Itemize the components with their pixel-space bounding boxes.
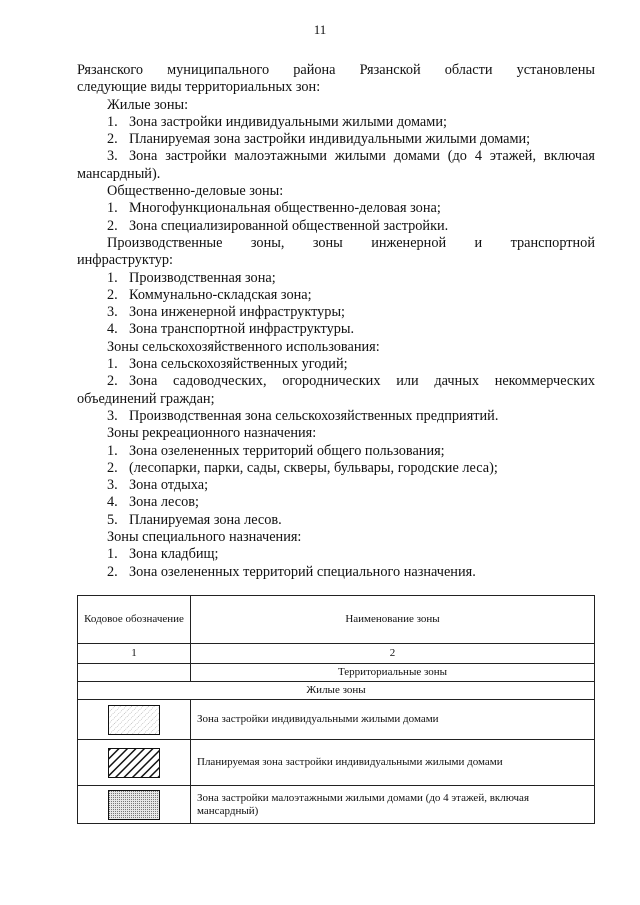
list-item [77, 356, 595, 373]
item-text: Коммунально-складская зона; [129, 286, 312, 303]
list-item [77, 131, 595, 148]
word: зоны [312, 234, 343, 251]
list-item [77, 218, 595, 235]
item-text: Производственная зона; [129, 269, 276, 286]
list-item [77, 373, 595, 390]
list-item [77, 546, 595, 563]
item-number: 1. [107, 442, 118, 459]
group-title: Зоны сельскохозяйственного использования: [107, 338, 380, 355]
item-number: 2. [107, 459, 118, 476]
word: инженерной [371, 234, 447, 251]
item-text: Зона озелененных территорий специального назначения. [129, 563, 476, 580]
item-text: Зона сельскохозяйственных угодий; [129, 356, 348, 373]
light-hatch-swatch [108, 705, 160, 735]
intro-line-1 [77, 62, 595, 79]
item-text: Зона кладбищ; [129, 546, 219, 563]
item-number: 1. [107, 356, 118, 373]
item-number: 1. [107, 200, 118, 217]
item-number: 4. [107, 494, 118, 511]
bold-hatch-swatch [108, 748, 160, 778]
group-title: Жилые зоны: [107, 96, 189, 113]
col-num-1: 1 [78, 644, 191, 664]
word: зоны, [250, 234, 285, 251]
word: муниципального [167, 62, 270, 78]
word: установлены [516, 62, 595, 78]
item-number: 3. [107, 407, 118, 424]
group-title [77, 235, 595, 252]
dot-fill-swatch [108, 790, 160, 820]
list-item [77, 408, 595, 425]
word: и [474, 234, 483, 251]
item-text: Производственная зона сельскохозяйственных предприятий. [129, 407, 499, 424]
header-code: Кодовое обозначение [78, 596, 191, 644]
zone-name: Планируемая зона застройки индивидуальными жилыми домами [191, 740, 595, 786]
table-row [78, 700, 595, 740]
item-text: Зона лесов; [129, 494, 199, 511]
list-item [77, 114, 595, 131]
body-text [77, 62, 595, 581]
group-title: Общественно-деловые зоны: [107, 183, 284, 200]
list-item [77, 304, 595, 321]
item-text: Планируемая зона застройки индивидуальными жилыми домами; [129, 131, 531, 148]
subsection-row [78, 682, 595, 700]
table-row [78, 740, 595, 786]
item-number: 2. [107, 131, 118, 148]
item-text: Многофункциональная общественно-деловая зона; [129, 200, 441, 217]
zones-legend-table [77, 595, 595, 824]
group-title: Зоны специального назначения: [107, 529, 302, 546]
legend-cell [78, 700, 191, 740]
column-number-row [78, 644, 595, 664]
intro-line-2: следующие виды территориальных зон: [77, 79, 321, 96]
item-text: Зона отдыха; [129, 477, 209, 494]
item-text: Зона застройки индивидуальными жилыми домами; [129, 113, 447, 130]
item-number: 5. [107, 511, 118, 528]
item-text: Зона садоводческих, огороднических или дачных некоммерческих [129, 373, 595, 390]
subsection-title: Жилые зоны [78, 682, 595, 700]
table-header-row [78, 596, 595, 644]
word: района [293, 62, 336, 78]
word: Производственные [107, 234, 223, 251]
list-item [77, 564, 595, 581]
list-item [77, 494, 595, 511]
item-continuation: мансардный). [77, 165, 161, 182]
list-item [77, 200, 595, 217]
item-number: 1. [107, 546, 118, 563]
item-text: Планируемая зона лесов. [129, 511, 282, 528]
group-title-continuation: инфраструктур: [77, 252, 174, 269]
item-continuation: объединений граждан; [77, 390, 215, 407]
list-item [77, 477, 595, 494]
section-empty-cell [78, 664, 191, 682]
item-number: 3. [107, 304, 118, 321]
item-text: Зона специализированной общественной застройки. [129, 217, 449, 234]
list-item [77, 321, 595, 338]
word: Рязанской [359, 62, 421, 78]
legend-cell [78, 786, 191, 824]
item-number: 1. [107, 113, 118, 130]
item-text: Зона инженерной инфраструктуры; [129, 304, 346, 321]
table-row [78, 786, 595, 824]
list-item [77, 443, 595, 460]
item-number: 2. [107, 286, 118, 303]
col-num-2: 2 [191, 644, 595, 664]
list-item [77, 512, 595, 529]
word: области [444, 62, 493, 78]
list-item [77, 287, 595, 304]
list-item [77, 148, 595, 165]
word: транспортной [510, 234, 595, 251]
item-text: Зона озелененных территорий общего пользования; [129, 442, 445, 459]
section-title: Территориальные зоны [191, 664, 595, 682]
item-number: 4. [107, 321, 118, 338]
item-number: 2. [107, 217, 118, 234]
group-title: Зоны рекреационного назначения: [107, 425, 317, 442]
zone-name: Зона застройки индивидуальными жилыми домами [191, 700, 595, 740]
item-text: Зона транспортной инфраструктуры. [129, 321, 355, 338]
zone-name: Зона застройки малоэтажными жилыми домами (до 4 этажей, включая мансардный) [191, 786, 595, 824]
word: Рязанского [77, 62, 143, 78]
list-item [77, 270, 595, 287]
item-number: 3. [107, 148, 118, 165]
list-item [77, 460, 595, 477]
item-number: 2. [107, 563, 118, 580]
item-number: 3. [107, 477, 118, 494]
item-text: (лесопарки, парки, сады, скверы, бульвары, городские леса); [129, 459, 498, 476]
header-name: Наименование зоны [191, 596, 595, 644]
legend-cell [78, 740, 191, 786]
item-number: 2. [107, 373, 118, 390]
section-row [78, 664, 595, 682]
item-text: Зона застройки малоэтажными жилыми домами (до 4 этажей, включая [129, 148, 595, 165]
page-number: 11 [313, 22, 327, 37]
item-number: 1. [107, 269, 118, 286]
